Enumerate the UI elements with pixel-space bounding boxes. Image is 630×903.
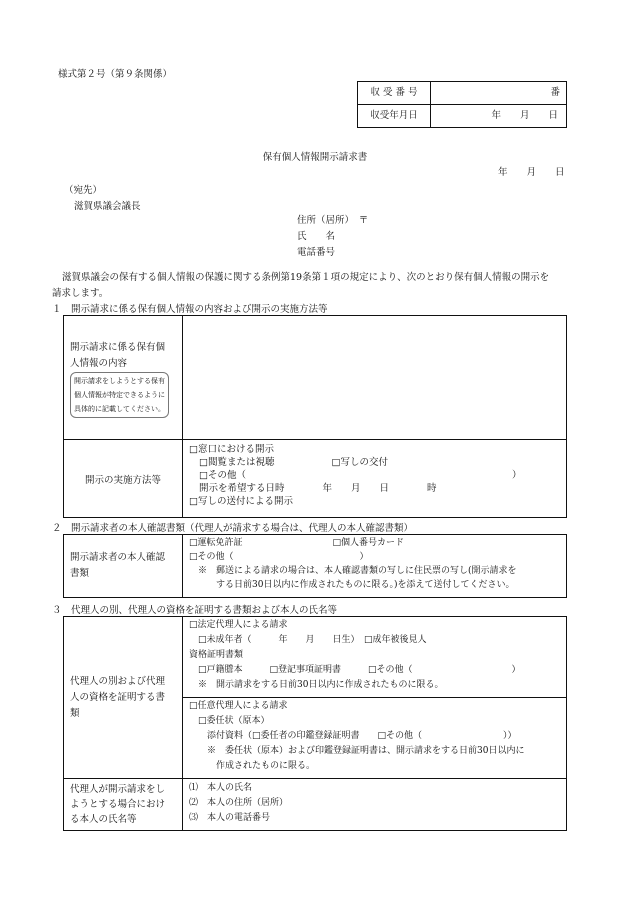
applicant-address-label: 住所（居所） 〒 [297,215,369,226]
id-docs-other[interactable]: □その他（ ） [189,552,369,562]
id-docs-options [183,535,567,598]
form-number: 様式第２号（第９条関係） [58,69,173,80]
agent-label-line-3: 類 [70,707,80,719]
content-note-line-2: 個人情報が特定できるように [74,391,165,399]
content-label-cell [64,316,183,440]
page-title: 保有個人情報開示請求書 [262,152,368,163]
section2-heading: ２ 開示請求者の本人確認書類（代理人が請求する場合は、代理人の本人確認書類） [52,523,414,534]
legal-agent-cert-label: 資格証明書類 [189,650,244,660]
receipt-number-suffix: 番 [550,87,560,98]
content-note-line-3: 具体的に記載してください。 [74,405,165,413]
legal-agent-note: ※ 開示請求をする日前30日以内に作成されたものに限る。 [189,680,444,690]
id-docs-label-line-1: 開示請求者の本人確認 [70,552,166,563]
method-desired-datetime[interactable]: 開示を希望する日時 年 月 日 時 [199,483,437,494]
id-docs-license-card[interactable]: □運転免許証 □個人番号カード [189,538,405,548]
principal-fields [183,779,567,831]
legal-agent-minor-ward[interactable]: □未成年者（ 年 月 日生） □成年被後見人 [189,635,427,645]
intro-line-1: 滋賀県議会の保有する個人情報の保護に関する条例第19条第１項の規定により、次のとおり保有個人情報の開示を [62,272,550,283]
addressee-name: 滋賀県議会議長 [74,201,141,212]
applicant-phone-label: 電話番号 [297,247,336,258]
receipt-date-label: 収受年月日 [358,105,431,128]
legal-agent-option[interactable]: □法定代理人による請求 [189,620,288,630]
voluntary-agent-option[interactable]: □任意代理人による請求 [189,701,288,711]
principal-label-line-3: る本人の氏名等 [70,814,137,825]
voluntary-agent-attachments[interactable]: 添付資料（□委任者の印鑑登録証明書 □その他（ ）） [189,731,517,741]
content-label-line-2: 人情報の内容 [70,358,128,369]
section1-table [63,315,567,518]
applicant-name-label: 氏 名 [297,231,336,242]
agent-label-line-2: 人の資格を証明する書 [70,691,166,703]
receipt-number-label: 収 受 番 号 [358,82,431,105]
section3-table [63,616,567,831]
method-option-mail[interactable]: □写しの送付による開示 [189,496,293,507]
legal-agent-cert-options[interactable]: □戸籍謄本 □登記事項証明書 □その他（ ） [189,665,521,675]
principal-label-cell [64,779,183,831]
method-label: 開示の実施方法等 [64,440,183,518]
method-option-other[interactable]: □その他（ ） [199,470,522,481]
id-docs-note-2: する日前30日以内に作成されたものに限る。)を添えて送付してください。 [189,580,515,590]
principal-label-line-2: ようとする場合におけ [70,799,166,810]
section3-heading: ３ 代理人の別、代理人の資格を証明する書類および本人の氏名等 [52,605,338,616]
addressee-prefix: （宛先） [64,185,103,196]
content-label-line-1: 開示請求に係る保有個 [70,342,166,353]
id-docs-note-1: ※ 郵送による請求の場合は、本人確認書類の写しに住民票の写し(開示請求を [189,566,517,576]
section1-heading: １ 開示請求に係る保有個人情報の内容および開示の実施方法等 [52,304,328,315]
agent-label-line-1: 代理人の別および代理 [70,675,166,687]
receipt-date-fields: 年 月 日 [491,110,558,121]
voluntary-agent-note-2: 作成されたものに限る。 [189,761,316,771]
method-option-view-copy[interactable]: □閲覧または視聴 □写しの交付 [199,457,388,468]
agent-label-cell [64,617,183,779]
section2-table [63,534,567,598]
receipt-box [357,81,567,128]
receipt-date-field[interactable] [431,105,567,128]
id-docs-label-line-2: 書類 [70,568,90,579]
voluntary-agent-power-of-attorney[interactable]: □委任状（原本） [189,716,270,726]
voluntary-agent-note-1: ※ 委任状（原本）および印鑑登録証明書は、開示請求をする日前30日以内に [189,746,525,756]
method-options [183,440,567,518]
voluntary-agent-options [183,698,567,779]
principal-phone-field[interactable]: ⑶ 本人の電話番号 [189,813,271,823]
intro-line-2: 請求します。 [52,288,109,299]
receipt-number-field[interactable] [431,82,567,105]
request-date[interactable]: 年 月 日 [498,167,565,178]
principal-label-line-1: 代理人が開示請求をし [70,784,166,795]
content-note [70,372,169,418]
principal-address-field[interactable]: ⑵ 本人の住所（居所） [189,798,289,808]
legal-agent-options [183,617,567,698]
method-option-window[interactable]: □窓口における開示 [189,444,274,455]
principal-name-field[interactable]: ⑴ 本人の氏名 [189,783,253,793]
content-note-line-1: 開示請求をしようとする保有 [74,377,165,385]
content-input-field[interactable] [183,316,567,440]
id-docs-label-cell [64,535,183,598]
